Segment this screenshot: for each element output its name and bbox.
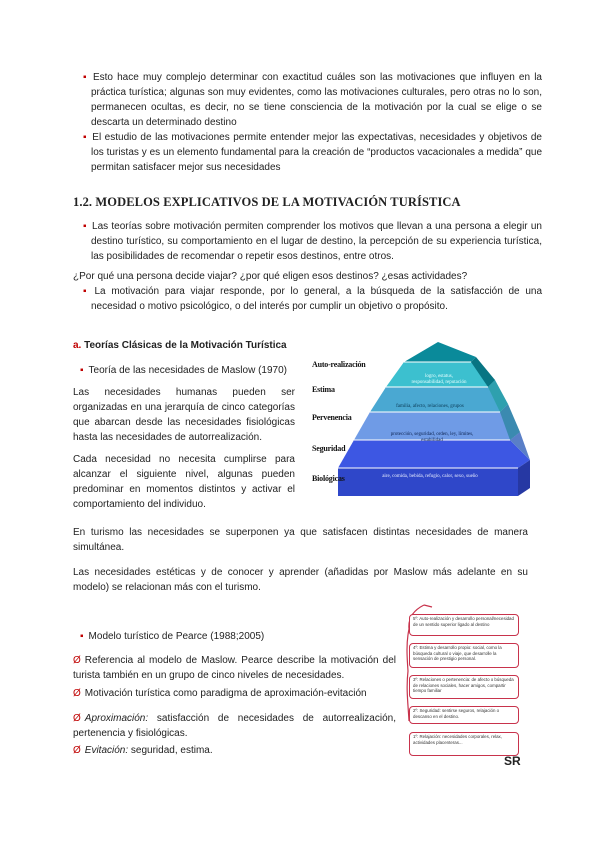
pyramid-text-seguridad: protección, seguridad, orden, ley, límites, estabilidad — [390, 432, 474, 443]
pearce-item-3: Ø Aproximación: satisfacción de necesidades de autorrealización, pertenencia y fisiológicas. — [73, 713, 396, 739]
subsection-text: Teorías Clásicas de la Motivación Turística — [84, 340, 287, 351]
pyramid-level-autorrealizacion — [404, 342, 476, 362]
maslow-paragraph-2: Cada necesidad no necesita cumplirse para alcanzar el siguiente nivel, algunas pueden predominar en momentos distintos y activar el comportamiento del individuo. — [73, 454, 295, 510]
corner-mark: SR — [504, 754, 521, 768]
pyramid-text-pertenencia: familia, afecto, relaciones, grupos — [396, 404, 464, 409]
bullet-marker: ▪ — [83, 132, 88, 143]
question-line: ¿Por qué una persona decide viajar? ¿por qué eligen esos destinos? ¿esas actividades? — [73, 271, 468, 282]
subsection-title — [73, 338, 287, 353]
phi-bullet-icon: Ø — [73, 713, 81, 724]
pyramid-text-biologicas: aire, comida, bebida, refugio, calor, sexo, sueño — [382, 474, 478, 479]
bullet-study: ▪ El estudio de las motivaciones permite entender mejor las expectativas, necesidades y objetivos de los turistas y es un elemento fundamental para la creación de “productos vacacionales a medida” que permitan satisfacer mejor sus necesidades — [83, 132, 542, 173]
pyramid-label-pertenencia: Pervenencia — [312, 413, 352, 422]
pearce-bullet: ▪ Modelo turístico de Pearce (1988;2005) — [80, 631, 265, 642]
subsection-letter: a. — [73, 340, 82, 351]
bullet-marker: ▪ — [83, 286, 90, 297]
bullet-motivation: ▪ La motivación para viajar responde, por lo general, a la búsqueda de la satisfacción de una necesidad o motivo psicológico, o del interés por cumplir un objetivo o propósito. — [83, 286, 543, 312]
pearce-level-3: 3º: Relaciones o pertenencia: de afecto o búsqueda de relaciones sociales, hacer amigos, compartir tiempo familiar — [409, 675, 519, 699]
bullet-marker: ▪ — [80, 365, 84, 376]
pearce-item-evitacion-shown-line: Ø Evitación: seguridad, estima. — [73, 745, 213, 756]
pearce-level-4: 4º: Estima y desarrollo propio: social, como la búsqueda cultural o viaje, que desarrolle la sensación de prestigio personal. — [409, 643, 519, 668]
pearce-level-2: 2º: Seguridad: sentirse seguros, relajación o descanso en el destino. — [409, 706, 519, 724]
tourism-paragraph-2: Las necesidades estéticas y de conocer y aprender (añadidas por Maslow más adelante en su modelo) se relacionan más con el turismo. — [73, 567, 528, 593]
bullet-complexity: ▪ Esto hace muy complejo determinar con exactitud cuáles son las motivaciones que influyen en la práctica turística; algunas son muy evidentes, como las motivaciones culturales, pero otras no lo son, permanecen ocultas, es decir, no se tiene consciencia de la motivación por la cual se elige o se descarta un determinado destino — [83, 72, 542, 128]
maslow-paragraph-1: Las necesidades humanas pueden ser organizadas en una jerarquía de cinco categorías que abarcan desde las necesidades fisiológicas hasta las necesidades de autorrealización. — [73, 387, 295, 443]
maslow-bullet: ▪ Teoría de las necesidades de Maslow (1970) — [80, 365, 287, 376]
pearce-item-1: Ø Referencia al modelo de Maslow. Pearce describe la motivación del turista también en un grupo de cinco niveles de necesidades. — [73, 655, 396, 681]
section-title: 1.2. MODELOS EXPLICATIVOS DE LA MOTIVACIÓN TURÍSTICA — [73, 195, 461, 209]
pyramid-text-estima: logro, estatus, responsabilidad, reputación — [411, 374, 467, 385]
phi-bullet-icon: Ø — [73, 655, 81, 666]
pyramid-label-seguridad: Seguridad — [312, 444, 346, 453]
pyramid-label-estima: Estima — [312, 385, 335, 394]
tourism-paragraph-1: En turismo las necesidades se superponen ya que satisfacen distintas necesidades de manera simultánea. — [73, 527, 528, 553]
pearce-level-5: 5º: Auto-realización y desarrollo personal/necesidad de un sentido superior ligado al destino — [409, 614, 519, 636]
bullet-marker: ▪ — [80, 631, 84, 642]
pearce-level-1: 1º: Relajación: necesidades corporales, relax, actividades placenteras... — [409, 732, 519, 756]
pearce-item-2: Ø Motivación turística como paradigma de aproximación-evitación — [73, 688, 367, 699]
bullet-marker: ▪ — [83, 72, 88, 83]
pyramid-label-autorrealizacion: Auto-realización — [312, 360, 366, 369]
bullet-theories: ▪ Las teorías sobre motivación permiten comprender los motivos que llevan a una persona a elegir un destino turístico, su comportamiento en el lugar de destino, la percepción de su experiencia turística, las posibilidades de recomendar o repetir esos destinos, entre otros. — [83, 221, 542, 262]
pyramid-label-biologicas: Biológicas — [312, 474, 345, 483]
bullet-marker: ▪ — [83, 221, 88, 232]
pyramid-level-biologicas — [338, 440, 530, 468]
phi-bullet-icon: Ø — [73, 688, 81, 699]
phi-bullet-icon: Ø — [73, 745, 81, 756]
